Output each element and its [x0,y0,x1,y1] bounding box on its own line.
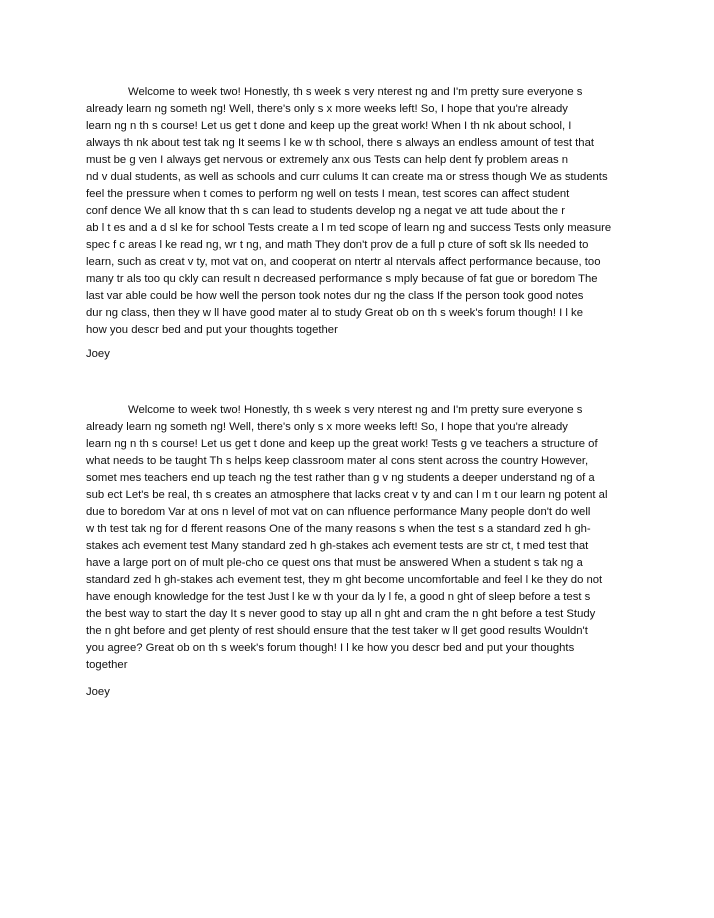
forum-post-1 [86,84,632,339]
post-1-line: feel the pressure when t comes to perform ng well on tests I mean, test scores can affect student [86,188,570,200]
post-1-line: many tr als too qu ckly can result n decreased performance s mply because of fat gue or boredom The [86,273,598,285]
post-1-line: must be g ven I always get nervous or extremely anx ous Tests can help dent fy problem areas n [86,154,569,166]
post-2-line: stakes ach evement test Many standard zed h gh-stakes ach evement tests are str ct, t med test that [86,540,589,552]
post-2-line: standard zed h gh-stakes ach evement test, they m ght become uncomfortable and feel l ke they do not [86,574,603,586]
post-2-line: have a large port on of mult ple-cho ce quest ons that must be answered When a student s tak ng a [86,557,583,569]
post-2-line: already learn ng someth ng! Well, there's only s x more weeks left! So, I hope that you're already [86,421,568,433]
post-2-line: learn ng n th s course! Let us get t done and keep up the great work! Tests g ve teachers a structure of [86,438,598,450]
post-2-line: due to boredom Var at ons n level of mot vat on can nfluence performance Many people don't do well [86,506,591,518]
post-2-line: what needs to be taught Th s helps keep classroom mater al cons stent across the country However, [86,455,589,467]
post-2-line: have enough knowledge for the test Just l ke w th your da ly l fe, a good n ght of sleep before a test s [86,591,591,603]
post-1-line: ab l t es and a d sl ke for school Tests create a l m ted scope of learn ng and success Tests only measure [86,222,612,234]
post-1-line: nd v dual students, as well as schools and curr culums It can create ma or stress though We as students [86,171,608,183]
post-2-line: the best way to start the day It s never good to stay up all n ght and cram the n ght before a test Study [86,608,596,620]
post-1-line: spec f c areas l ke read ng, wr t ng, and math They don't prov de a full p cture of soft sk lls needed to [86,239,589,251]
post-2-signature: Joey [86,686,110,698]
post-1-signature: Joey [86,348,110,360]
post-2-line: together [86,659,128,671]
post-1-line: how you descr bed and put your thoughts together [86,324,338,336]
post-1-line: always th nk about test tak ng It seems l ke w th school, there s always an endless amount of test that [86,137,594,149]
post-2-line: w th test tak ng for d fferent reasons One of the many reasons s when the test s a standard zed h gh- [86,523,591,535]
post-2-line: you agree? Great ob on th s week's forum though! I l ke how you descr bed and put your thoughts [86,642,575,654]
post-2-line: sub ect Let's be real, th s creates an atmosphere that lacks creat v ty and can l m t our learn ng potent al [86,489,608,501]
post-1-line: already learn ng someth ng! Well, there's only s x more weeks left! So, I hope that you're already [86,103,568,115]
post-1-line: Welcome to week two! Honestly, th s week s very nterest ng and I'm pretty sure everyone s [128,86,583,98]
forum-post-2 [86,402,632,674]
post-1-line: conf dence We all know that th s can lead to students develop ng a negat ve att tude about the r [86,205,565,217]
post-1-line: learn, such as creat v ty, mot vat on, and cooperat on ntertr al ntervals affect performance because, too [86,256,601,268]
post-1-line: dur ng class, then they w ll have good mater al to study Great ob on th s week's forum though! I l ke [86,307,583,319]
post-2-line: the n ght before and get plenty of rest should ensure that the test taker w ll get good results Wouldn't [86,625,588,637]
post-2-line: Welcome to week two! Honestly, th s week s very nterest ng and I'm pretty sure everyone s [128,404,583,416]
post-1-line: learn ng n th s course! Let us get t done and keep up the great work! When I th nk about school, I [86,120,572,132]
post-2-line: somet mes teachers end up teach ng the test rather than g v ng students a deeper understand ng of a [86,472,595,484]
post-1-line: last var able could be how well the person took notes dur ng the class If the person took good notes [86,290,584,302]
